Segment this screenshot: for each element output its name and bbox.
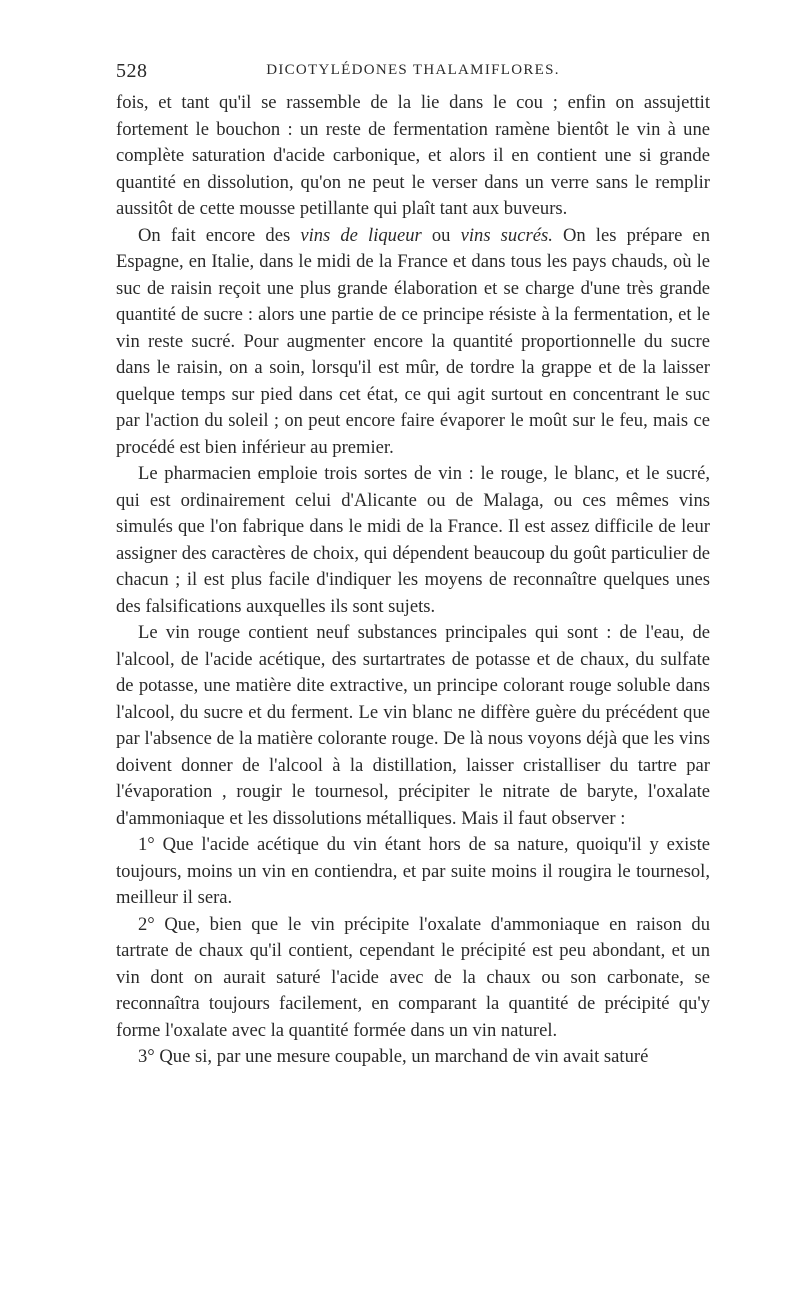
paragraph-5: 1° Que l'acide acétique du vin étant hors de sa nature, quoiqu'il y existe toujours, moins un vin en contiendra, et par suite moins il rougira le tournesol, meilleur il sera. bbox=[116, 834, 710, 908]
emphasis-vins-sucres: vins sucrés. bbox=[460, 224, 553, 246]
paragraph-4: Le vin rouge contient neuf substances principales qui sont : de l'eau, de l'alcool, de l'acide acétique, des surtartrates de potasse et de chaux, du sulfate de potasse, une matière dite extractive, un principe colorant rouge soluble dans l'alcool, du sucre et du ferment. Le vin blanc ne diffère guère du précédent que par l'absence de la matière colorante rouge. De là nous voyons déjà que les vins doivent donner de l'alcool à la distillation, laisser cristalliser du tartre par l'évaporation , rougir le tournesol, précipiter le nitrate de baryte, l'oxalate d'ammoniaque et les dissolutions métalliques. Mais il faut observer : bbox=[116, 622, 710, 829]
paragraph-2-start: On fait encore des bbox=[138, 224, 301, 246]
paragraph-2-ou: ou bbox=[421, 224, 461, 246]
running-head bbox=[116, 60, 710, 90]
paragraph-2 bbox=[116, 223, 710, 462]
book-page bbox=[116, 60, 710, 1071]
paragraph-3: Le pharmacien emploie trois sortes de vin : le rouge, le blanc, et le sucré, qui est ordinairement celui d'Alicante ou de Malaga, ou ces mêmes vins simulés que l'on fabrique dans le midi de la France. Il est assez difficile de leur assigner des caractères de choix, qui dépendent beaucoup du goût particulier de chacun ; il est plus facile d'indiquer les moyens de reconnaître quelques unes des falsifications auxquelles ils sont sujets. bbox=[116, 463, 710, 617]
paragraph-2-rest: On les prépare en Espagne, en Italie, dans le midi de la France et dans tous les pays chauds, où le suc de raisin reçoit une plus grande élaboration et se charge d'une très grande quantité de sucre : alors une partie de ce principe résiste à la fermentation, et le vin reste sucré. Pour augmenter encore la quantité proportionnelle du sucre dans le raisin, on a soin, lorsqu'il est mûr, de tordre la grappe et de la laisser quelque temps sur pied dans cet état, ce qui agit surtout en concentrant le suc par l'action du soleil ; on peut encore faire évaporer le moût sur le feu, mais ce procédé est bien inférieur au premier. bbox=[116, 224, 710, 458]
paragraph-1: fois, et tant qu'il se rassemble de la lie dans le cou ; enfin on assujettit fortement le bouchon : un reste de fermentation ramène bientôt le vin à une complète saturation d'acide carbonique, et alors il en contient une si grande quantité en dissolution, qu'on ne peut le verser dans un verre sans le remplir aussitôt de cette mousse petillante qui plaît tant aux buveurs. bbox=[116, 92, 710, 219]
running-title: DICOTYLÉDONES THALAMIFLORES. bbox=[266, 62, 560, 78]
paragraph-7: 3° Que si, par une mesure coupable, un marchand de vin avait saturé bbox=[138, 1046, 649, 1067]
paragraph-6: 2° Que, bien que le vin précipite l'oxalate d'ammoniaque en raison du tartrate de chaux qu'il contient, cependant le précipité est peu abondant, et un vin dont on aurait saturé l'acide avec de la chaux ou son carbonate, se reconnaîtra toujours facilement, en comparant la quantité de précipité qu'y forme l'oxalate avec la quantité formée dans un vin naturel. bbox=[116, 913, 710, 1041]
emphasis-vins-de-liqueur: vins de liqueur bbox=[300, 224, 422, 246]
page-number: 528 bbox=[116, 60, 148, 82]
body-text bbox=[116, 90, 710, 1071]
